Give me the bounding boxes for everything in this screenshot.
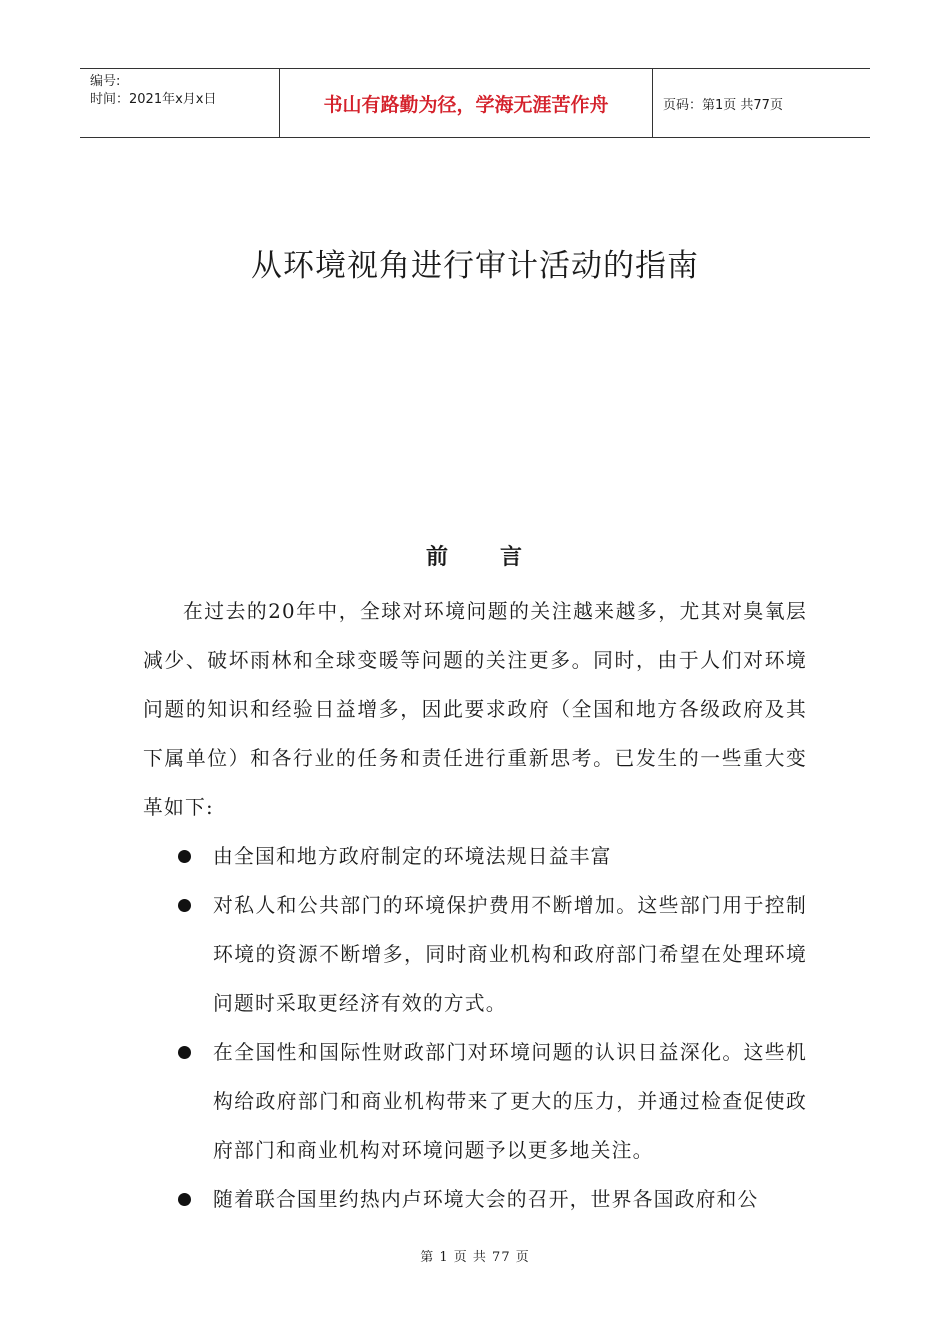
document-title: 从环境视角进行审计活动的指南 xyxy=(251,248,699,284)
section-heading-left: 前 xyxy=(425,545,450,570)
header-page-info: 页码：第1页 共77页 xyxy=(663,97,783,113)
intro-paragraph: 在过去的20年中，全球对环境问题的关注越来越多，尤其对臭氧层减少、破坏雨林和全球变暖等问题的关注更多。同时，由于人们对环境问题的知识和经验日益增多，因此要求政府（全国和地方各级政府及其下属单位）和各行业的任务和责任进行重新思考。已发生的一些重大变革如下: xyxy=(143,600,807,819)
list-item xyxy=(143,1175,807,1224)
list-item-text: 对私人和公共部门的环境保护费用不断增加。这些部门用于控制环境的资源不断增多，同时商业机构和政府部门希望在处理环境问题时采取更经济有效的方式。 xyxy=(213,894,807,1015)
document-body xyxy=(143,587,807,1224)
list-item xyxy=(143,832,807,881)
bullet-icon xyxy=(178,1193,191,1206)
bullet-list xyxy=(143,832,807,1224)
bullet-icon xyxy=(178,1046,191,1059)
section-heading-right: 言 xyxy=(500,545,525,570)
date-label: 时间：2021年x月x日 xyxy=(90,92,217,107)
list-item-text: 由全国和地方政府制定的环境法规日益丰富 xyxy=(213,845,612,868)
bullet-icon xyxy=(178,899,191,912)
header-motto: 书山有路勤为径，学海无涯苦作舟 xyxy=(280,69,653,137)
bullet-icon xyxy=(178,850,191,863)
section-heading xyxy=(0,540,950,571)
document-header xyxy=(80,68,870,138)
list-item-text: 在全国性和国际性财政部门对环境问题的认识日益深化。这些机构给政府部门和商业机构带来了更大的压力，并通过检查促使政府部门和商业机构对环境问题予以更多地关注。 xyxy=(213,1041,807,1162)
page-footer: 第 1 页 共 77 页 xyxy=(420,1250,530,1265)
header-meta xyxy=(80,69,280,137)
serial-number-label: 编号: xyxy=(90,74,121,89)
list-item xyxy=(143,1028,807,1175)
list-item xyxy=(143,881,807,1028)
list-item-text: 随着联合国里约热内卢环境大会的召开，世界各国政府和公 xyxy=(213,1188,759,1211)
